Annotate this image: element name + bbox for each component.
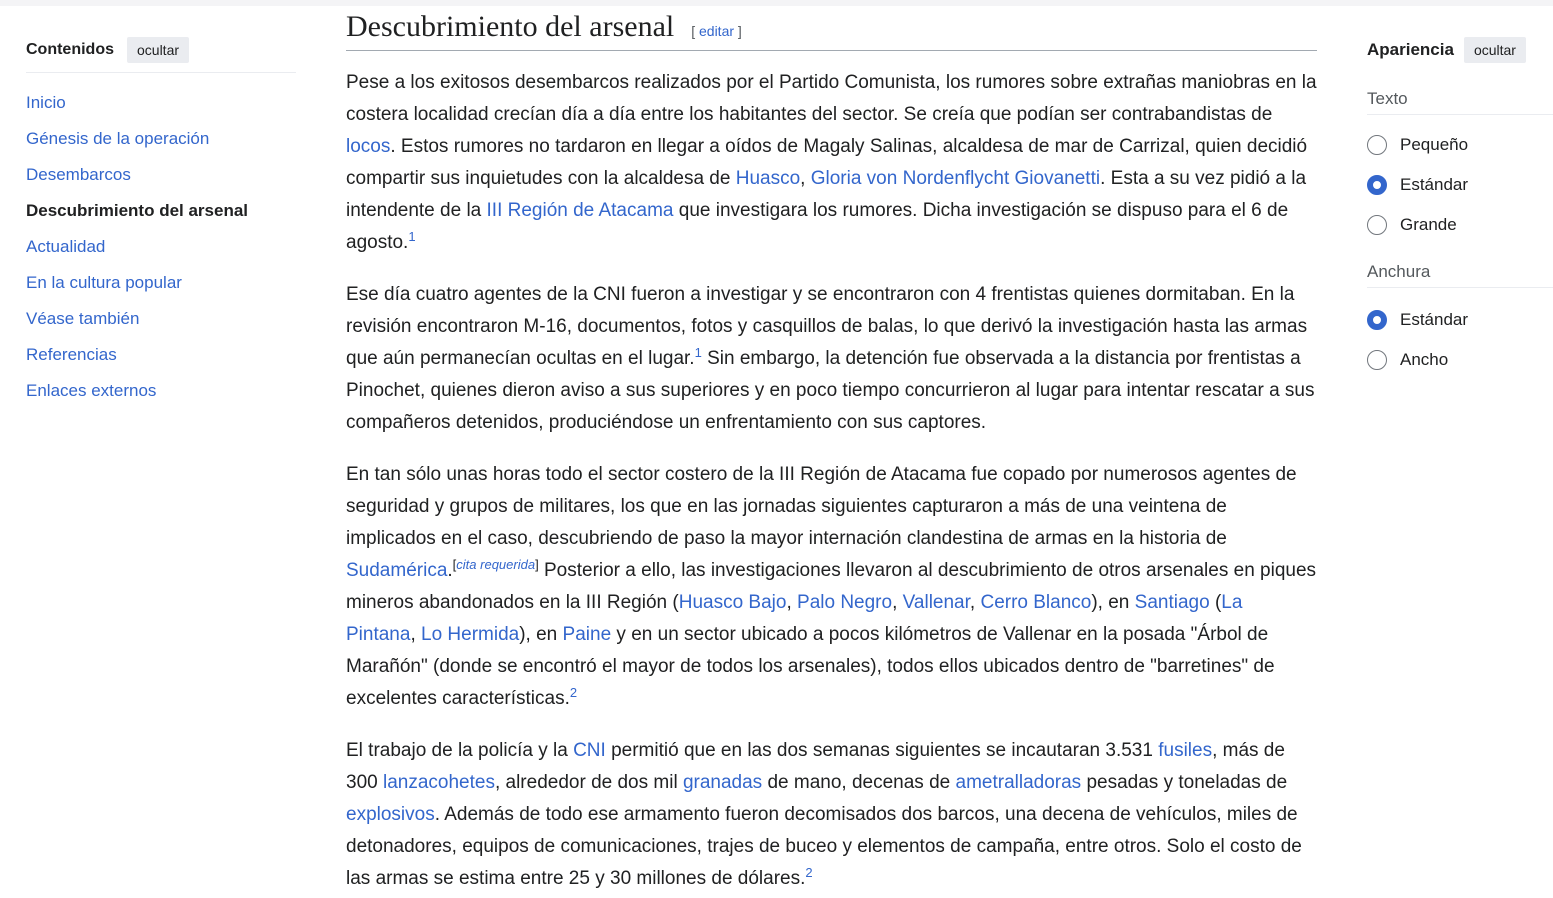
toc-list xyxy=(26,85,296,409)
paragraph-text: , xyxy=(969,592,981,613)
inline-link[interactable]: Lo Hermida xyxy=(421,624,520,645)
paragraph-text: que investigara los rumores. Dicha investigación se dispuso para el 6 de agosto. xyxy=(346,200,1289,253)
inline-link[interactable]: Santiago xyxy=(1134,592,1210,613)
radio-label: Ancho xyxy=(1400,350,1449,369)
inline-link[interactable]: Paine xyxy=(562,624,612,645)
paragraph-text: . Además de todo ese armamento fueron decomisados dos barcos, una decena de vehículos, miles de detonadores, equipos de comunicaciones, trajes de buceo y elementos de campaña, entre otros. Solo el costo de las armas se estima entre 25 y 30 millones de dólares. xyxy=(346,804,1302,889)
radio-label: Pequeño xyxy=(1400,135,1469,154)
paragraph-text: pesadas y toneladas de xyxy=(1081,772,1288,793)
width-option-standard[interactable] xyxy=(1367,300,1553,340)
inline-link[interactable]: Gloria von Nordenflycht Giovanetti xyxy=(810,168,1101,189)
toc-item-actualidad[interactable]: Actualidad xyxy=(26,237,106,256)
paragraph xyxy=(346,279,1317,439)
inline-link[interactable]: locos xyxy=(346,136,391,157)
appearance-hide-button[interactable]: ocultar xyxy=(1464,37,1526,63)
toc-divider xyxy=(26,72,296,73)
radio-selected-icon[interactable] xyxy=(1367,175,1387,195)
radio-icon[interactable] xyxy=(1367,215,1387,235)
appearance-panel xyxy=(1367,36,1553,380)
text-size-option-large[interactable] xyxy=(1367,205,1553,245)
inline-link[interactable]: Palo Negro xyxy=(797,592,893,613)
radio-label: Estándar xyxy=(1400,310,1469,329)
appearance-title: Apariencia xyxy=(1367,40,1454,59)
inline-link[interactable]: explosivos xyxy=(346,804,435,825)
paragraph-text: ( xyxy=(1209,592,1222,613)
paragraph-text: , xyxy=(410,624,422,645)
inline-link[interactable]: lanzacohetes xyxy=(382,772,495,793)
paragraph-text: permitió que en las dos semanas siguientes se incautaran 3.531 xyxy=(605,740,1159,761)
citation-bracket: ] xyxy=(535,557,539,572)
toc-item-inicio[interactable]: Inicio xyxy=(26,93,66,112)
radio-selected-icon[interactable] xyxy=(1367,310,1387,330)
reference-link[interactable]: 1 xyxy=(408,229,416,244)
top-bar xyxy=(0,0,1553,6)
radio-label: Estándar xyxy=(1400,175,1469,194)
inline-link[interactable]: Sudamérica xyxy=(346,560,448,581)
citation-needed-link[interactable]: cita requerida xyxy=(456,557,536,572)
radio-label: Grande xyxy=(1400,215,1457,234)
paragraph-text: . Esta a su vez pidió a la intendente de la xyxy=(346,168,1307,221)
paragraph-text: de mano, decenas de xyxy=(762,772,956,793)
text-size-option-small[interactable] xyxy=(1367,125,1553,165)
width-label: Anchura xyxy=(1367,257,1553,288)
reference-link[interactable]: 1 xyxy=(694,345,702,360)
citation-bracket: [ xyxy=(452,557,457,572)
appearance-header xyxy=(1367,36,1553,64)
paragraph-text: El trabajo de la policía y la xyxy=(346,740,574,761)
paragraph-text: , xyxy=(786,592,798,613)
inline-link[interactable]: Huasco Bajo xyxy=(678,592,787,613)
inline-link[interactable]: Vallenar xyxy=(902,592,970,613)
paragraph-text: , xyxy=(800,168,811,189)
toc-item-cultura-popular[interactable]: En la cultura popular xyxy=(26,273,182,292)
inline-link[interactable]: Huasco xyxy=(735,168,801,189)
toc-item-referencias[interactable]: Referencias xyxy=(26,345,117,364)
edit-section-link-wrapper xyxy=(691,23,742,39)
inline-link[interactable]: granadas xyxy=(682,772,763,793)
reference-link[interactable]: 2 xyxy=(569,685,578,700)
text-size-option-standard[interactable] xyxy=(1367,165,1553,205)
inline-link[interactable]: Cerro Blanco xyxy=(980,592,1092,613)
table-of-contents xyxy=(26,36,296,409)
paragraph-text: . xyxy=(447,560,453,581)
article-content xyxy=(346,8,1317,895)
inline-link[interactable]: La Pintana xyxy=(346,592,1243,645)
paragraph-text: ), en xyxy=(519,624,563,645)
section-title: Descubrimiento del arsenal xyxy=(346,10,675,43)
radio-icon[interactable] xyxy=(1367,350,1387,370)
section-heading-row xyxy=(346,8,1317,51)
toc-item-enlaces-externos[interactable]: Enlaces externos xyxy=(26,381,157,400)
edit-bracket-open: [ xyxy=(691,23,699,39)
paragraph xyxy=(346,459,1317,715)
inline-link[interactable]: fusiles xyxy=(1158,740,1213,761)
paragraph-text: Sin embargo, la detención fue observada a la distancia por frentistas a Pinochet, quienes dieron aviso a sus superiores y en poco tiempo concurrieron al lugar para intentar rescatar a sus compañeros detenidos, produciéndose un enfrentamiento con sus captores. xyxy=(346,348,1315,433)
paragraph-text: Posterior a ello, las investigaciones llevaron al descubrimiento de otros arsenales en piques mineros abandonados en la III Región ( xyxy=(346,560,1317,613)
inline-link[interactable]: III Región de Atacama xyxy=(486,200,674,221)
paragraph-text: En tan sólo unas horas todo el sector costero de la III Región de Atacama fue copado por numerosos agentes de seguridad y grupos de militares, los que en las jornadas siguientes capturaron a más de una veintena de implicados en el caso, descubriendo de paso la mayor internación clandestina de armas en la historia de xyxy=(346,464,1297,549)
toc-item-vease-tambien[interactable]: Véase también xyxy=(26,309,140,328)
inline-link[interactable]: CNI xyxy=(573,740,606,761)
edit-bracket-close: ] xyxy=(734,23,742,39)
paragraph xyxy=(346,735,1317,895)
reference-link[interactable]: 2 xyxy=(805,865,813,880)
paragraph-text: ), en xyxy=(1091,592,1135,613)
paragraph-text: , más de 300 xyxy=(346,740,1285,793)
toc-header xyxy=(26,36,296,64)
radio-icon[interactable] xyxy=(1367,135,1387,155)
paragraph-text: , xyxy=(892,592,903,613)
paragraph-text: , alrededor de dos mil xyxy=(494,772,683,793)
width-option-wide[interactable] xyxy=(1367,340,1553,380)
text-size-label: Texto xyxy=(1367,84,1553,115)
paragraph-text: . Estos rumores no tardaron en llegar a oídos de Magaly Salinas, alcaldesa de mar de Carrizal, quien decidió compartir sus inquietudes con la alcaldesa de xyxy=(346,136,1308,189)
inline-link[interactable]: ametralladoras xyxy=(955,772,1082,793)
paragraph-text: Ese día cuatro agentes de la CNI fueron a investigar y se encontraron con 4 frentistas quienes dormitaban. En la revisión encontraron M-16, documentos, fotos y casquillos de balas, lo que derivó la investigación hasta las armas que aún permanecían ocultas en el lugar. xyxy=(346,284,1308,369)
toc-item-desembarcos[interactable]: Desembarcos xyxy=(26,165,131,184)
paragraph-text: Pese a los exitosos desembarcos realizados por el Partido Comunista, los rumores sobre extrañas maniobras en la costera localidad crecían día a día entre los habitantes del sector. Se creía que podían ser contrabandistas de xyxy=(346,72,1317,125)
toc-item-genesis[interactable]: Génesis de la operación xyxy=(26,129,210,148)
toc-item-descubrimiento-active[interactable]: Descubrimiento del arsenal xyxy=(26,201,249,220)
toc-hide-button[interactable]: ocultar xyxy=(127,37,189,63)
paragraph xyxy=(346,67,1317,259)
paragraph-text: y en un sector ubicado a pocos kilómetros de Vallenar en la posada "Árbol de Marañón" (donde se encontró el mayor de todos los arsenales), todos ellos ubicados dentro de "barretines" de excelentes características. xyxy=(346,624,1275,709)
edit-section-link[interactable]: editar xyxy=(699,23,735,39)
toc-title: Contenidos xyxy=(26,41,114,58)
